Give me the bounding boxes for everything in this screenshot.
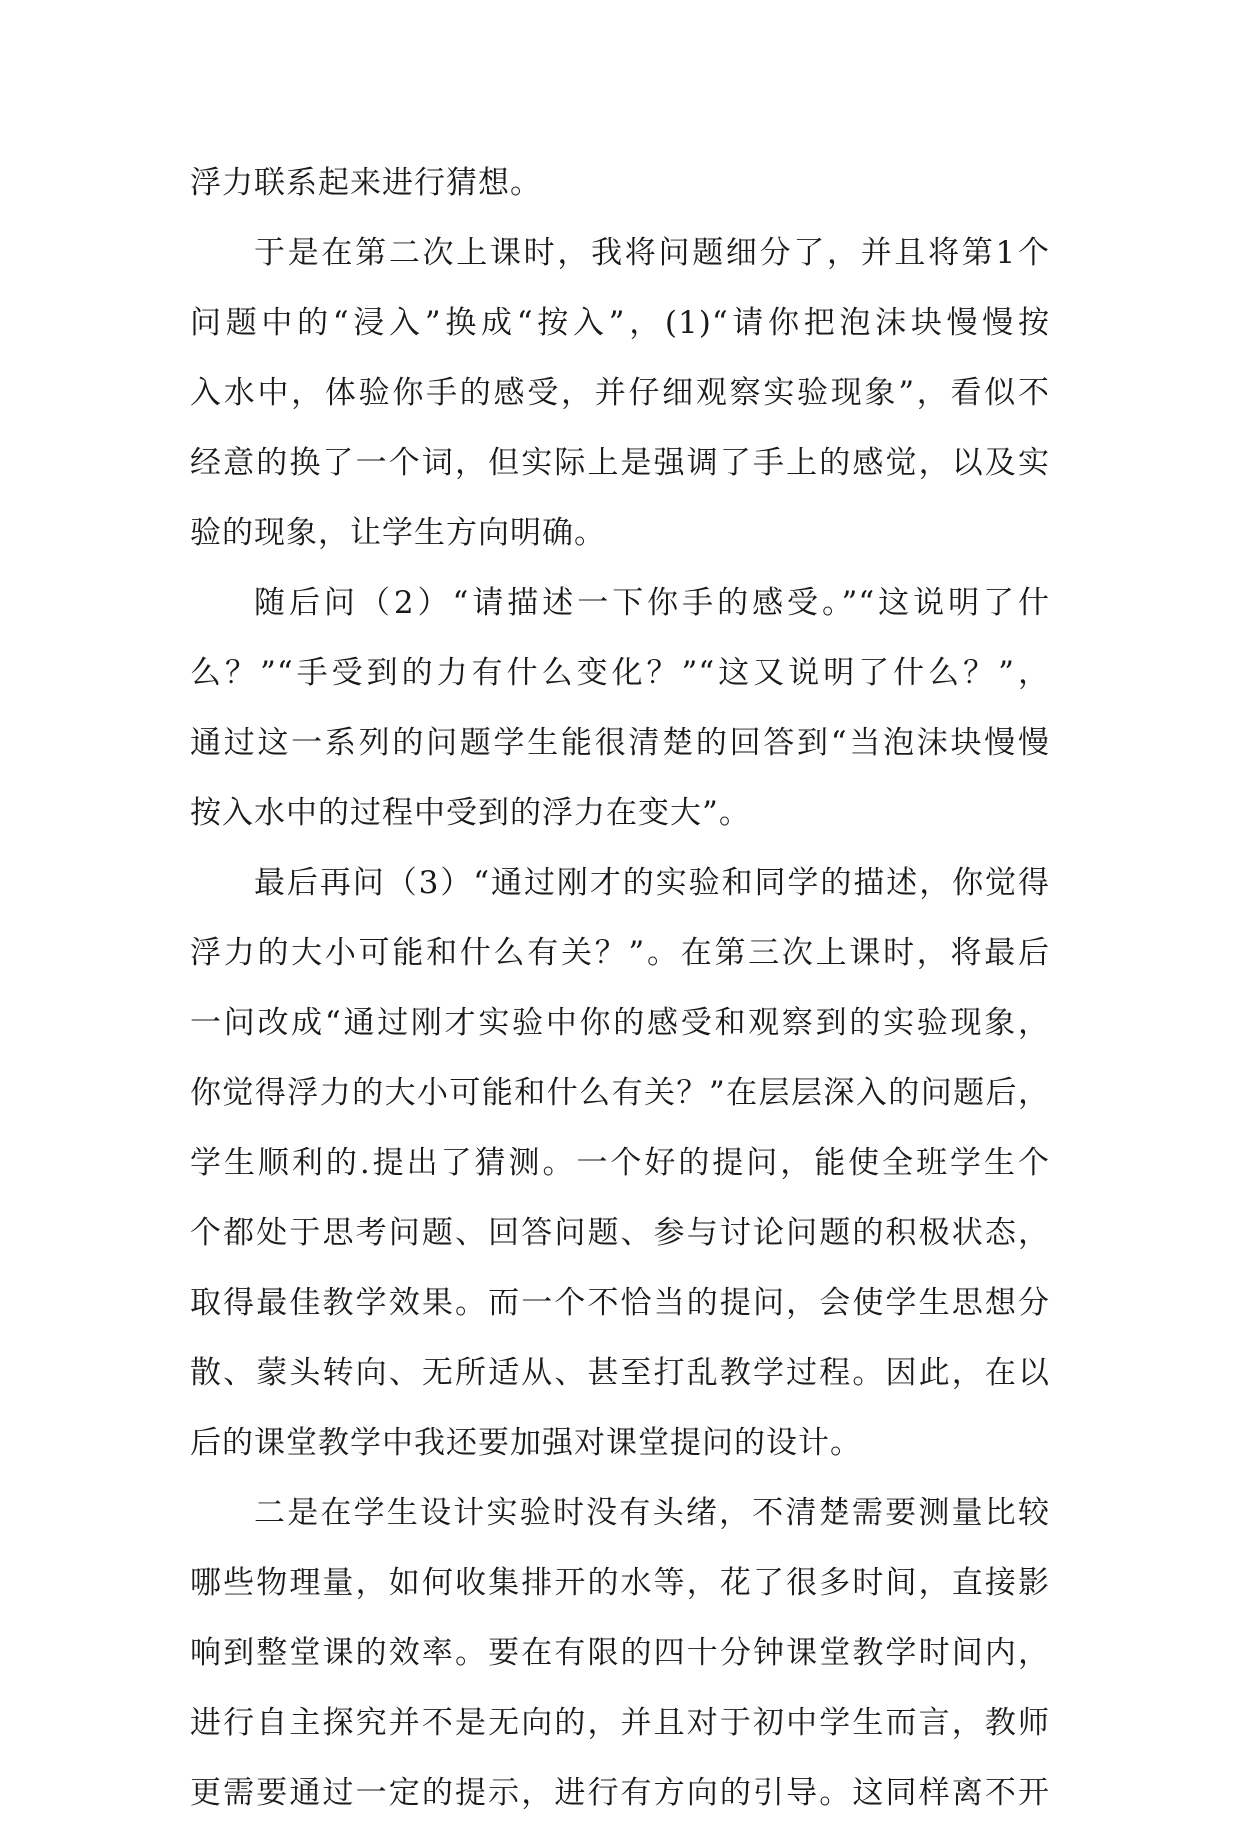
text-line: 取得最佳教学效果。而一个不恰当的提问，会使学生思想分 <box>190 1285 1050 1321</box>
text-line: 入水中，体验你手的感受，并仔细观察实验现象”，看似不 <box>190 375 1050 411</box>
paragraph-first-line: 二是在学生设计实验时没有头绪，不清楚需要测量比较 <box>254 1495 1050 1531</box>
paragraph-first-line: 随后问（2）“请描述一下你手的感受。”“这说明了什 <box>254 585 1050 621</box>
text-line: 响到整堂课的效率。要在有限的四十分钟课堂教学时间内， <box>190 1635 1050 1671</box>
text-line: 通过这一系列的问题学生能很清楚的回答到“当泡沫块慢慢 <box>190 725 1050 761</box>
text-line: 浮力联系起来进行猜想。 <box>190 165 542 201</box>
text-line: 浮力的大小可能和什么有关？”。在第三次上课时，将最后 <box>190 935 1050 971</box>
text-line: 学生顺利的.提出了猜测。一个好的提问，能使全班学生个 <box>190 1145 1050 1181</box>
text-line: 你觉得浮力的大小可能和什么有关？”在层层深入的问题后， <box>190 1075 1050 1111</box>
paragraph-first-line: 于是在第二次上课时，我将问题细分了，并且将第1个 <box>254 235 1050 271</box>
text-line: 么？”“手受到的力有什么变化？”“这又说明了什么？”， <box>190 655 1050 691</box>
text-line: 经意的换了一个词，但实际上是强调了手上的感觉，以及实 <box>190 445 1050 481</box>
text-line: 个都处于思考问题、回答问题、参与讨论问题的积极状态， <box>190 1215 1050 1251</box>
body-text <box>190 148 1050 1828</box>
text-line: 按入水中的过程中受到的浮力在变大”。 <box>190 795 751 831</box>
text-line: 一问改成“通过刚才实验中你的感受和观察到的实验现象， <box>190 1005 1050 1041</box>
text-line: 更需要通过一定的提示，进行有方向的引导。这同样离不开 <box>190 1775 1050 1811</box>
paragraph-first-line: 最后再问（3）“通过刚才的实验和同学的描述，你觉得 <box>254 865 1050 901</box>
text-line: 问题中的“浸入”换成“按入”，(1)“请你把泡沫块慢慢按 <box>190 305 1050 341</box>
text-line: 散、蒙头转向、无所适从、甚至打乱教学过程。因此，在以 <box>190 1355 1050 1391</box>
text-line: 哪些物理量，如何收集排开的水等，花了很多时间，直接影 <box>190 1565 1050 1601</box>
text-line: 验的现象，让学生方向明确。 <box>190 515 606 551</box>
text-line: 进行自主探究并不是无向的，并且对于初中学生而言，教师 <box>190 1705 1050 1741</box>
text-line: 后的课堂教学中我还要加强对课堂提问的设计。 <box>190 1425 862 1461</box>
